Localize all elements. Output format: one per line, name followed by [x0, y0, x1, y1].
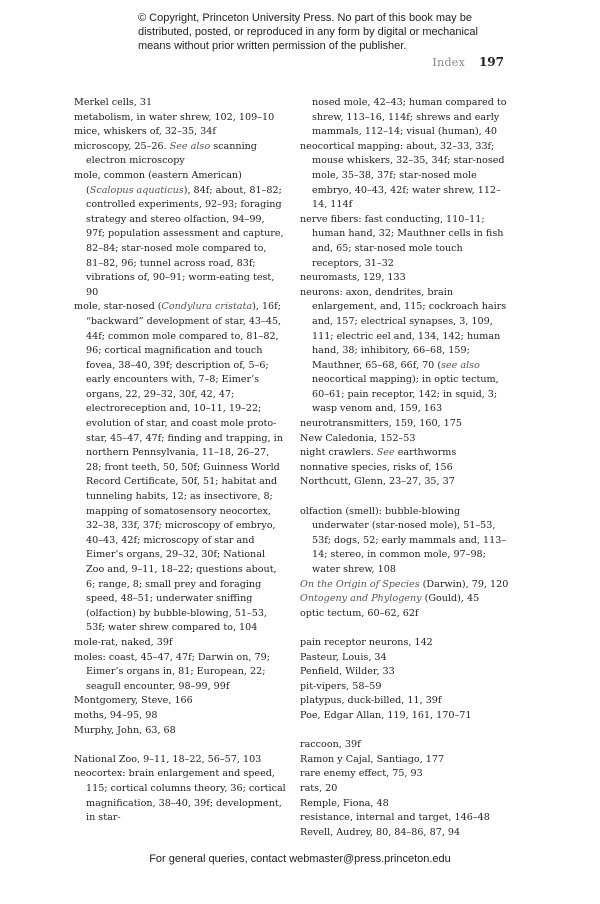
index-entry	[300, 213, 510, 271]
index-entry-text: olfaction (smell): bubble-blowing underwater (star-nosed mole), 51–53, 53f; dogs, 52; early mammals and, 113–14; stereo, in common mole, 97–98; water shrew, 108	[300, 505, 507, 575]
index-entry	[74, 767, 286, 825]
index-entry-text: Merkel cells, 31	[74, 97, 153, 108]
index-entry-italic-text: See also	[169, 140, 211, 152]
index-entry	[300, 651, 510, 666]
index-entry	[300, 636, 510, 651]
index-entry-text: earthworms	[394, 447, 457, 459]
index-entry-text: Northcutt, Glenn, 23–27, 35, 37	[300, 476, 455, 488]
index-entry-text: night crawlers.	[300, 447, 377, 459]
running-head	[432, 55, 504, 69]
index-entry-text: neurotransmitters, 159, 160, 175	[300, 418, 462, 430]
index-entry-text: Remple, Fiona, 48	[300, 797, 389, 809]
index-entry-text: mole-rat, naked, 39f	[74, 636, 173, 648]
index-entry-text: metabolism, in water shrew, 102, 109–10	[74, 111, 275, 123]
index-entry	[74, 96, 286, 111]
index-entry	[74, 694, 286, 709]
copyright-notice: © Copyright, Princeton University Press. No part of this book may be distributed, posted, or reproduced in any form by digital or mechanical means without prior written permission of the publisher.	[138, 12, 478, 52]
index-entry	[300, 767, 510, 782]
index-entry-text: pit-vipers, 58–59	[300, 680, 382, 692]
index-entry	[300, 738, 510, 753]
index-entry-text: (Darwin), 79, 120	[419, 578, 509, 590]
index-entry	[74, 140, 286, 169]
index-entry-text: pain receptor neurons, 142	[300, 636, 433, 648]
contact-footer: For general queries, contact webmaster@press.princeton.edu	[149, 853, 451, 865]
index-entry	[300, 753, 510, 768]
index-entry	[300, 432, 510, 447]
index-entry-text: ), 84f; about, 81–82; controlled experiments, 92–93; foraging strategy and stereo olfaction, 94–99, 97f; population assessment and capture, 82–84; star-nosed mole compared to, 81–82, 96; tunnel across road, 83f; vibrations of, 90–91; worm-eating test, 90	[86, 184, 284, 298]
index-entry-text: optic tectum, 60–62, 62f	[300, 607, 419, 619]
index-entry	[300, 811, 510, 826]
index-entry	[300, 96, 510, 140]
index-entry	[74, 651, 286, 695]
index-entry	[74, 125, 286, 140]
index-entry-text: moles: coast, 45–47, 47f; Darwin on, 79; Eimer’s organs in, 81; European, 22; seagull encounter, 98–99, 99f	[74, 651, 270, 692]
index-entry	[300, 578, 510, 593]
index-entry-text: National Zoo, 9–11, 18–22, 56–57, 103	[74, 753, 262, 765]
index-entry	[74, 709, 286, 724]
index-entry-text: mice, whiskers of, 32–35, 34f	[74, 126, 216, 138]
index-entry-text: mole, common (eastern American) (	[74, 169, 242, 196]
index-entry	[300, 826, 510, 841]
index-entry	[300, 140, 510, 213]
index-entry-text: platypus, duck-billed, 11, 39f	[300, 695, 442, 707]
index-entry-text: Penfield, Wilder, 33	[300, 666, 395, 678]
index-entry-italic-text: On the Origin of Species	[300, 578, 420, 590]
index-entry-text: nonnative species, risks of, 156	[300, 461, 453, 473]
index-entry-italic-text: see also	[441, 359, 480, 371]
index-entry-text: Pasteur, Louis, 34	[300, 651, 387, 663]
index-entry-italic-text: Condylura cristata	[161, 301, 253, 313]
index-entry	[300, 665, 510, 680]
index-entry-text: neocortical mapping); in optic tectum, 60–61; pain receptor, 142; in squid, 3; wasp venom and, 159, 163	[312, 374, 499, 415]
index-entry	[74, 724, 286, 739]
index-entry	[300, 461, 510, 476]
index-entry-text: neocortical mapping: about, 32–33, 33f; mouse whiskers, 32–35, 34f; star-nosed mole, 35–38, 37f; star-nosed mole embryo, 40–43, 42f; water shrew, 112–14, 114f	[300, 140, 505, 211]
index-column-left	[74, 96, 286, 826]
index-entry	[74, 111, 286, 126]
index-entry	[300, 286, 510, 417]
index-entry-text: microscopy, 25–26.	[74, 140, 170, 152]
index-entry	[300, 680, 510, 695]
index-entry	[74, 300, 286, 636]
index-entry-text: moths, 94–95, 98	[74, 709, 158, 721]
index-entry-text: ), 16f; “backward” development of star, 43–45, 44f; common mole compared to, 81–82, 96; cortical magnification and touch fovea, 38–40, 39f; description of, 5–6; early encounters with, 7–8; Eimer’s organs, 22, 29–32, 30f, 42, 47; electroreception and, 10–11, 19–22; evolution of star, and coast mole proto-star, 45–47, 47f; finding and trapping, in northern Pennsylvania, 11–18, 26–27, 28; front teeth, 50, 50f; Guinness World Record Certificate, 50f, 51; habitat and tunneling habits, 12; as insectivore, 8; mapping of somatosensory neocortex, 32–38, 33f, 37f; microscopy of embryo, 40–43, 42f; microscopy of star and Eimer’s organs, 29–32, 30f; National Zoo and, 9–11, 18–22; questions about, 6; range, 8; small prey and foraging speed, 48–51; underwater sniffing (olfaction) by bubble-blowing, 51–53, 53f; water shrew compared to, 104	[86, 301, 283, 634]
index-entry-text: neuromasts, 129, 133	[300, 272, 406, 284]
index-entry-text: (Gould), 45	[421, 593, 480, 605]
index-entry	[74, 169, 286, 300]
index-entry	[300, 709, 510, 724]
index-entry	[300, 271, 510, 286]
index-entry-text: neocortex: brain enlargement and speed, 115; cortical columns theory, 36; cortical magnification, 38–40, 39f; development, in star-	[74, 768, 286, 824]
page-number: 197	[478, 55, 504, 69]
index-entry-text: New Caledonia, 152–53	[300, 432, 416, 444]
index-entry-text: rats, 20	[300, 782, 338, 794]
index-entry	[300, 592, 510, 607]
index-entry	[300, 417, 510, 432]
index-entry-text: Murphy, John, 63, 68	[74, 724, 176, 736]
index-entry	[300, 505, 510, 578]
index-entry-text: rare enemy effect, 75, 93	[300, 768, 423, 780]
index-entry-text: scanning electron microscopy	[86, 140, 257, 167]
index-entry	[74, 636, 286, 651]
index-column-right	[300, 96, 510, 840]
index-entry-text: resistance, internal and target, 146–48	[300, 812, 490, 824]
index-entry-italic-text: Scalopus aquaticus	[89, 184, 184, 196]
index-entry-text: neurons: axon, dendrites, brain enlargement, and, 115; cockroach hairs and, 157; electrical synapses, 3, 109, 111; electric eel and, 134, 142; human hand, 38; inhibitory, 66–68, 159; Mauthner, 65–68, 66f, 70 (	[300, 286, 507, 371]
index-entry	[300, 607, 510, 622]
index-entry-text: nosed mole, 42–43; human compared to shrew, 113–16, 114f; shrews and early mammals, 112–14; visual (human), 40	[312, 97, 507, 138]
index-entry-text: Poe, Edgar Allan, 119, 161, 170–71	[300, 709, 472, 721]
index-entry-text: nerve fibers: fast conducting, 110–11; human hand, 32; Mauthner cells in fish and, 65; star-nosed mole touch receptors, 31–32	[300, 213, 504, 269]
index-entry-text: raccoon, 39f	[300, 739, 361, 751]
index-entry	[300, 797, 510, 812]
index-entry-text: Montgomery, Steve, 166	[74, 695, 193, 707]
index-entry	[74, 753, 286, 768]
index-entry	[300, 446, 510, 461]
index-entry	[300, 782, 510, 797]
index-entry-text: mole, star-nosed (	[74, 301, 162, 313]
section-label: Index	[432, 56, 466, 69]
index-entry-italic-text: See	[376, 447, 395, 459]
index-entry-text: Ramon y Cajal, Santiago, 177	[300, 753, 445, 765]
index-entry	[300, 694, 510, 709]
index-entry-text: Revell, Audrey, 80, 84–86, 87, 94	[300, 826, 461, 838]
index-entry	[300, 475, 510, 490]
index-entry-italic-text: Ontogeny and Phylogeny	[300, 593, 422, 605]
